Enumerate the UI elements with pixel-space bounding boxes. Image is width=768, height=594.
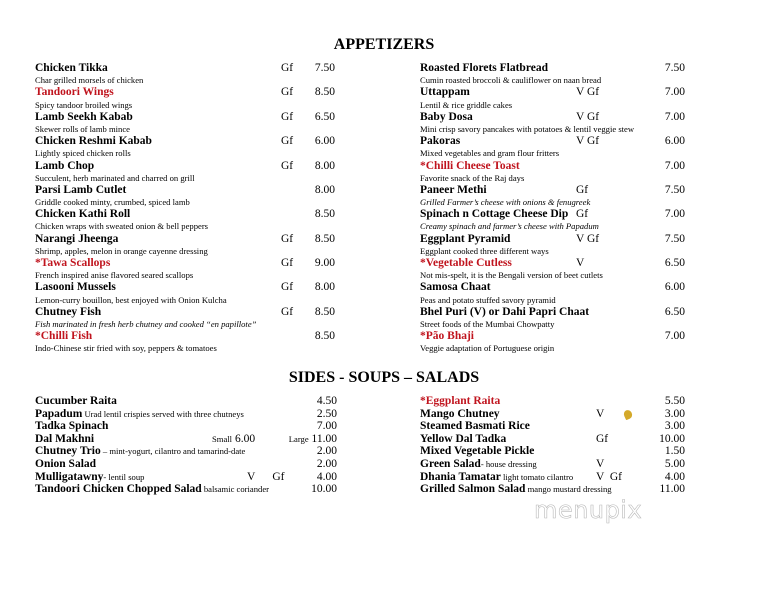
item-name: Lasooni Mussels (35, 281, 116, 294)
item-price: 7.00 (664, 330, 685, 343)
side-item-row (35, 408, 337, 421)
side-item-row (35, 458, 337, 471)
dietary-tag: V Gf (576, 110, 600, 123)
menu-item-row (35, 331, 335, 343)
item-name: Eggplant Pyramid (420, 232, 511, 245)
menu-item-row (35, 161, 335, 173)
dietary-tag: Gf (281, 257, 294, 269)
item-description: Veggie adaptation of Portuguese origin (420, 343, 555, 354)
menu-item-description-row (35, 343, 335, 355)
item-description: Shrimp, apples, melon in orange cayenne dressing (35, 245, 208, 256)
item-price: 8.00 (314, 281, 335, 294)
size-large-option (289, 433, 337, 445)
item-price: 4.00 (664, 470, 685, 483)
menu-item-row (35, 307, 335, 319)
item-price: 7.00 (664, 208, 685, 221)
item-price: 6.00 (664, 281, 685, 294)
side-item-row (420, 433, 685, 446)
item-name: Samosa Chaat (420, 281, 491, 294)
item-price: 6.50 (664, 305, 685, 318)
item-price: 7.50 (664, 183, 685, 196)
item-name: Paneer Methi (420, 183, 487, 196)
item-name: Green Salad- house dressing (420, 457, 537, 470)
side-item-row (420, 420, 685, 433)
side-item-row (420, 445, 685, 458)
item-name: Bhel Puri (V) or Dahi Papri Chaat (420, 305, 590, 318)
side-item-row (420, 408, 685, 421)
item-price: 11.00 (659, 483, 685, 496)
dietary-tag: V (596, 457, 605, 470)
item-description: Char grilled morsels of chicken (35, 75, 144, 86)
appetizers-left-column (35, 63, 335, 356)
item-price: 2.00 (316, 457, 337, 470)
item-description: Indo-Chinese stir fried with soy, peppers & tomatoes (35, 343, 217, 354)
appetizers-heading: APPETIZERS (333, 36, 435, 53)
item-name: Parsi Lamb Cutlet (35, 183, 127, 196)
item-price: 8.00 (314, 183, 335, 196)
item-price: 6.50 (664, 257, 685, 269)
dietary-tag: Gf (281, 110, 294, 123)
item-price: 8.50 (314, 86, 335, 99)
menu-item-row (420, 161, 685, 173)
item-note: light tomato cilantro (500, 471, 574, 482)
item-note: – mint-yogurt, cilantro and tamarind-date (100, 446, 246, 457)
item-description: Lentil & rice griddle cakes (420, 99, 513, 110)
item-name: *Eggplant Raita (420, 395, 501, 407)
item-price: 8.50 (314, 232, 335, 245)
dietary-tag: Gf (281, 305, 294, 318)
dietary-tag: V Gf (596, 470, 622, 483)
menu-item-row (420, 112, 685, 124)
item-name: *Pão Bhaji (420, 330, 474, 343)
item-price: 6.00 (314, 135, 335, 148)
item-price: 7.00 (664, 110, 685, 123)
item-note: mango mustard dressing (525, 484, 612, 495)
menu-item-row (35, 63, 335, 75)
item-description: Mini crisp savory pancakes with potatoes & lentil veggie stew (420, 123, 635, 134)
menu-item-row (420, 258, 685, 270)
menu-item-row (420, 282, 685, 294)
dietary-tag: Gf (281, 135, 294, 148)
dietary-tag: Gf (576, 183, 589, 196)
item-name: Mulligatawny- lentil soup (35, 470, 145, 483)
item-price: 10.00 (311, 483, 337, 496)
dietary-tag: V Gf (576, 86, 600, 99)
sides-heading: SIDES - SOUPS – SALADS (288, 369, 480, 386)
sides-left-column (35, 395, 337, 496)
menu-item-row (420, 136, 685, 148)
item-name: Mango Chutney (420, 407, 500, 420)
item-name: Onion Salad (35, 457, 97, 470)
item-description: Peas and potato stuffed savory pyramid (420, 294, 556, 305)
dietary-tag: V Gf (576, 232, 600, 245)
item-name: Tandoori Wings (35, 86, 114, 99)
menu-item-row (420, 63, 685, 75)
sides-right-column (420, 395, 685, 496)
dietary-tag: Gf (576, 208, 589, 221)
item-name: Chutney Fish (35, 305, 102, 318)
menu-item-row (35, 234, 335, 246)
item-name: Roasted Florets Flatbread (420, 62, 548, 74)
item-price: 4.50 (316, 395, 337, 407)
item-description: Chicken wraps with sweated onion & bell peppers (35, 221, 209, 232)
item-price: 7.00 (316, 420, 337, 433)
side-item-row (420, 471, 685, 484)
item-name: *Vegetable Cutless (420, 257, 512, 269)
item-description: Street foods of the Mumbai Chowpatty (420, 318, 555, 329)
item-name: *Chilli Fish (35, 330, 93, 343)
item-name: Lamb Chop (35, 159, 95, 172)
item-name: Yellow Dal Tadka (420, 432, 507, 445)
item-name: Chicken Kathi Roll (35, 208, 131, 221)
item-name: Chutney Trio – mint-yogurt, cilantro and tamarind-date (35, 445, 246, 458)
dietary-tag: Gf (281, 281, 294, 294)
chili-pepper-icon (622, 408, 633, 420)
dietary-tag: Gf (281, 86, 294, 99)
menu-item-row (420, 307, 685, 319)
menu-item-row (35, 258, 335, 270)
item-note: - house dressing (480, 458, 537, 469)
dietary-tag: V Gf (576, 135, 600, 148)
item-description: Eggplant cooked three different ways (420, 245, 549, 256)
item-name: Tadka Spinach (35, 420, 109, 433)
item-price: 7.50 (314, 62, 335, 74)
item-name: Grilled Salmon Salad mango mustard dressing (420, 483, 612, 496)
item-note: Urad lentil crispies served with three chutneys (82, 408, 244, 419)
item-price: 2.00 (316, 445, 337, 458)
item-name: Baby Dosa (420, 110, 473, 123)
menu-item-row (420, 234, 685, 246)
item-note: - lentil soup (103, 471, 145, 482)
side-item-row (35, 395, 337, 408)
item-description: Fish marinated in fresh herb chutney and cooked “en papillote” (35, 318, 257, 329)
size-label: Small (212, 433, 233, 444)
item-name: Pakoras (420, 135, 461, 148)
item-description: Succulent, herb marinated and charred on grill (35, 172, 195, 183)
item-price: 10.00 (659, 432, 685, 445)
item-name: Dhania Tamatar light tomato cilantro (420, 470, 574, 483)
item-description: French inspired anise flavored seared scallops (35, 270, 194, 281)
item-price: 8.00 (314, 159, 335, 172)
item-name: Lamb Seekh Kabab (35, 110, 133, 123)
dietary-tag: V (596, 407, 605, 420)
item-description: Lemon-curry bouillon, best enjoyed with Onion Kulcha (35, 294, 227, 305)
side-item-row (35, 483, 337, 496)
dietary-tag: Gf (596, 432, 609, 445)
menu-item-description-row (420, 343, 685, 355)
menu-item-row (35, 136, 335, 148)
item-name: Tandoori Chicken Chopped Salad balsamic coriander (35, 483, 270, 496)
item-price: 3.00 (664, 407, 685, 420)
side-item-row (420, 458, 685, 471)
menu-item-row (35, 282, 335, 294)
menu-item-row (35, 185, 335, 197)
item-price: 7.50 (664, 232, 685, 245)
side-item-row (420, 483, 685, 496)
side-item-row (35, 445, 337, 458)
item-price: 2.50 (316, 407, 337, 420)
item-price: 6.50 (314, 110, 335, 123)
item-price: 4.00 (316, 470, 337, 483)
item-description: Lightly spiced chicken rolls (35, 148, 131, 159)
side-item-row (420, 395, 685, 408)
item-name: Steamed Basmati Rice (420, 420, 530, 433)
side-item-row (35, 420, 337, 433)
dietary-tag: Gf (281, 159, 294, 172)
item-price: 8.50 (314, 305, 335, 318)
dietary-tag: V Gf (247, 470, 285, 483)
item-description: Not mis-spelt, it is the Bengali version of beet cutlets (420, 270, 603, 281)
item-price: 6.00 (664, 135, 685, 148)
appetizers-right-column (420, 63, 685, 356)
item-description: Spicy tandoor broiled wings (35, 99, 133, 110)
item-description: Creamy spinach and farmer’s cheese with Papadum (420, 221, 599, 232)
menu-item-row (420, 331, 685, 343)
item-name: Papadum Urad lentil crispies served with three chutneys (35, 407, 244, 420)
side-item-row (35, 433, 337, 446)
item-name: Chicken Reshmi Kabab (35, 135, 152, 148)
item-description: Grilled Farmer’s cheese with onions & fenugreek (420, 197, 591, 208)
item-name: Mixed Vegetable Pickle (420, 445, 535, 458)
item-name: Chicken Tikka (35, 62, 108, 74)
dietary-tag: V (576, 257, 585, 269)
item-price: 7.00 (664, 86, 685, 99)
menu-item-row (35, 112, 335, 124)
item-name: Cucumber Raita (35, 395, 117, 407)
item-name: *Tawa Scallops (35, 257, 111, 269)
item-name: Narangi Jheenga (35, 232, 119, 245)
item-name: Dal Makhni (35, 432, 95, 445)
menu-item-row (420, 209, 685, 221)
item-price: 1.50 (664, 445, 685, 458)
item-name: *Chilli Cheese Toast (420, 159, 520, 172)
dietary-tag: Gf (281, 62, 294, 74)
size-small-option (212, 433, 255, 445)
item-name: Uttappam (420, 86, 470, 99)
item-description: Cumin roasted broccoli & cauliflower on naan bread (420, 75, 602, 86)
item-price: 7.00 (664, 159, 685, 172)
menu-item-row (420, 87, 685, 99)
size-label: Large (288, 433, 309, 444)
item-price: 7.50 (664, 62, 685, 74)
item-description: Favorite snack of the Raj days (420, 172, 525, 183)
item-name: Spinach n Cottage Cheese Dip (420, 208, 569, 221)
item-description: Griddle cooked minty, crumbed, spiced lamb (35, 197, 190, 208)
item-price: 9.00 (314, 257, 335, 269)
menu-item-row (35, 209, 335, 221)
size-price: 11.00 (311, 432, 337, 445)
menu-item-row (35, 87, 335, 99)
item-note: balsamic coriander (201, 484, 270, 495)
item-description: Mixed vegetables and gram flour fritters (420, 148, 560, 159)
menupix-watermark: menupix (534, 496, 643, 524)
side-item-row (35, 471, 337, 484)
item-price: 8.50 (314, 330, 335, 343)
size-price: 6.00 (234, 432, 256, 445)
menu-item-row (420, 185, 685, 197)
dietary-tag: Gf (281, 232, 294, 245)
item-price: 8.50 (314, 208, 335, 221)
item-price: 5.00 (664, 457, 685, 470)
item-price: 5.50 (664, 395, 685, 407)
item-description: Skewer rolls of lamb mince (35, 123, 130, 134)
item-price: 3.00 (664, 420, 685, 433)
